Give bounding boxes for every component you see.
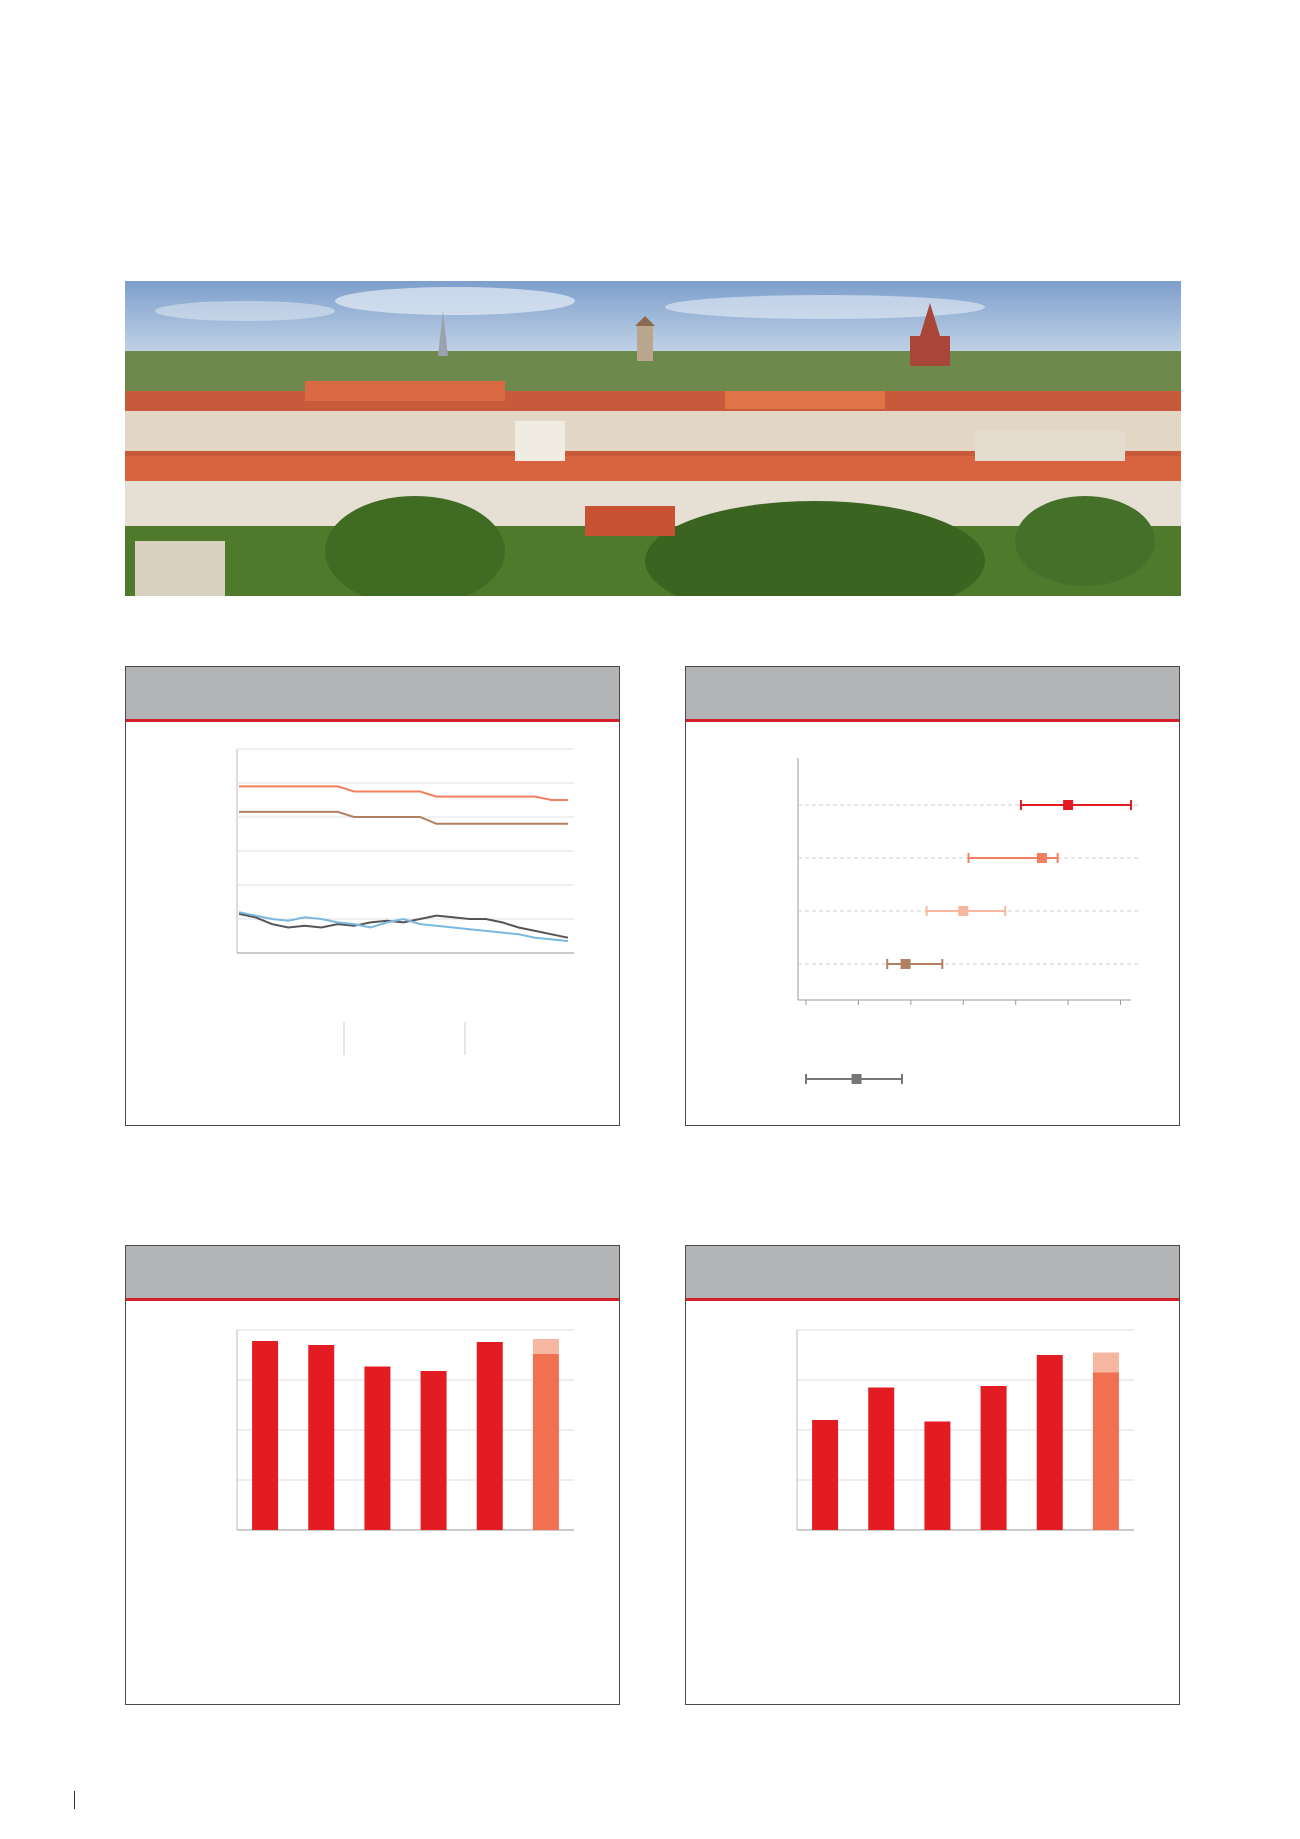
bar <box>981 1386 1007 1530</box>
bar <box>252 1341 278 1530</box>
point-marker <box>1037 853 1047 863</box>
point-marker <box>1063 800 1073 810</box>
bar-range-extension <box>1093 1353 1119 1373</box>
bar <box>924 1422 950 1531</box>
city-panorama-photo <box>125 281 1181 596</box>
bar <box>533 1354 559 1530</box>
panel-heading <box>686 1246 1179 1301</box>
bar <box>421 1371 447 1530</box>
bar <box>308 1345 334 1530</box>
panel-range-chart <box>685 666 1180 1126</box>
legend-marker <box>852 1074 862 1084</box>
bar-chart-1 <box>126 1304 619 1704</box>
bar <box>1037 1355 1063 1530</box>
bar <box>477 1342 503 1530</box>
bar-chart-2 <box>686 1304 1179 1704</box>
point-marker <box>958 906 968 916</box>
line-chart <box>126 725 619 1125</box>
panel-heading <box>686 667 1179 722</box>
panel-line-chart <box>125 666 620 1126</box>
panel-bar-chart-2 <box>685 1245 1180 1705</box>
panel-heading <box>126 1246 619 1301</box>
bar-range-extension <box>533 1339 559 1354</box>
series-line <box>239 786 568 800</box>
bar <box>1093 1373 1119 1531</box>
range-chart <box>686 725 1179 1125</box>
series-line <box>239 812 568 824</box>
bar <box>364 1367 390 1531</box>
bar <box>812 1420 838 1530</box>
bar <box>868 1388 894 1531</box>
panel-bar-chart-1 <box>125 1245 620 1705</box>
page-marker <box>74 1791 75 1809</box>
point-marker <box>901 959 911 969</box>
panel-heading <box>126 667 619 722</box>
